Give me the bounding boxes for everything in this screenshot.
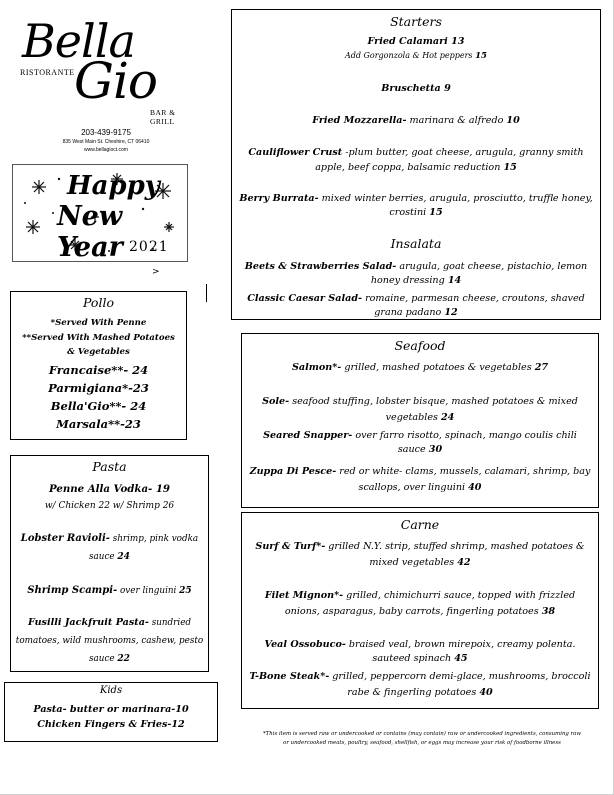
pasta-title: Pasta (92, 459, 127, 474)
carne-section (241, 512, 599, 709)
pollo-note-mashed: **Served With Mashed Potatoes & Vegetables (22, 333, 175, 357)
website: www.bellagioct.com (84, 147, 128, 153)
address: 835 West Main St. Cheshire, CT 06410 (62, 139, 150, 145)
banner-year: 2021 (129, 239, 169, 255)
phone-number: 203-439-9175 (81, 128, 131, 137)
pollo-section (10, 291, 187, 440)
seafood-item: Salmon*- grilled, mashed potatoes & vegetables 27 (291, 362, 549, 373)
starter-item: Fried Mozzarella- marinara & alfredo 10 (312, 115, 520, 126)
carne-item: Veal Ossobuco- braised veal, brown mirepoix, creamy polenta. sauteed spinach 45 (264, 639, 576, 664)
kids-title: Kids (99, 685, 123, 696)
pasta-item: Lobster Ravioli- shrimp, pink vodka sauce 24 (20, 533, 199, 562)
starter-item: Bruschetta 9 (381, 83, 451, 94)
starters-title: Starters (390, 14, 442, 29)
carne-title: Carne (400, 517, 440, 532)
seafood-item: Seared Snapper- over farro risotto, spinach, mango coulis chili sauce 30 (263, 430, 577, 455)
restaurant-logo (16, 14, 186, 132)
pollo-item: Parmigiana*-23 (48, 381, 149, 395)
logo-bar-grill: BAR & GRILL (150, 108, 176, 126)
seafood-section (241, 333, 599, 508)
kids-section (4, 682, 218, 742)
pollo-item: Bella'Gio**- 24 (50, 399, 147, 413)
banner-new-year: New Year (57, 201, 123, 263)
insalata-title: Insalata (390, 236, 442, 251)
pollo-item: Francaise**- 24 (48, 363, 149, 377)
insalata-item: Beets & Strawberries Salad- arugula, goat cheese, pistachio, lemon honey dressing 14 (244, 261, 588, 286)
pollo-note-penne: *Served With Penne (50, 318, 147, 328)
pasta-item: Fusilli Jackfruit Pasta- sundried tomatoes, wild mushrooms, cashew, pesto sauce 22 (15, 617, 204, 664)
carne-item: T-Bone Steak*- grilled, peppercorn demi-glace, mushrooms, broccoli rabe & fingerling potatoes 40 (249, 671, 591, 698)
seafood-item: Zuppa Di Pesce- red or white- clams, mussels, calamari, shrimp, bay scallops, over linguini 40 (249, 466, 591, 493)
logo-bella: Bella (22, 14, 135, 68)
starter-item: Cauliflower Crust -plum butter, goat cheese, arugula, granny smith apple, beef coppa, balsamic reduction 15 (248, 147, 584, 173)
logo-ristorante: RISTORANTE (20, 68, 75, 77)
pollo-title: Pollo (83, 295, 114, 310)
new-year-banner (12, 164, 188, 262)
starter-item: Berry Burrata- mixed winter berries, arugula, prosciutto, truffle honey, crostini 15 (239, 193, 593, 218)
stray-mark: > (152, 267, 160, 277)
pollo-item: Marsala**-23 (56, 417, 141, 431)
pasta-item: Penne Alla Vodka- 19 w/ Chicken 22 w/ Shrimp 26 (44, 483, 175, 511)
starters-insalata-section (231, 9, 601, 320)
logo-gio: Gio (74, 52, 158, 110)
carne-item: Filet Mignon*- grilled, chimichurri sauce, topped with frizzled onions, asparagus, baby carrots, fingerling potatoes 38 (264, 590, 576, 617)
carne-item: Surf & Turf*- grilled N.Y. strip, stuffed shrimp, mashed potatoes & mixed vegetables 42 (255, 541, 585, 568)
seafood-title: Seafood (394, 338, 446, 353)
kids-item: Chicken Fingers & Fries-12 (37, 719, 185, 730)
stray-rule (206, 284, 207, 302)
pasta-item: Shrimp Scampi- over linguini 25 (27, 585, 192, 596)
kids-item: Pasta- butter or marinara-10 (33, 704, 189, 715)
allergen-footnote: *This item is served raw or undercooked or contains (may contain) raw or undercooked ingredients, consuming raw or undercooked meats, poultry, seafood, shellfish, or eggs may increase your risk of foodborne illness (262, 731, 581, 746)
insalata-item: Classic Caesar Salad- romaine, parmesan cheese, croutons, shaved grana padano 12 (247, 293, 585, 318)
pasta-section (10, 455, 209, 672)
banner-happy: Happy (67, 171, 160, 201)
seafood-item: Sole- seafood stuffing, lobster bisque, mashed potatoes & mixed vegetables 24 (262, 396, 578, 423)
starter-item: Fried Calamari 13 Add Gorgonzola & Hot peppers 15 (344, 36, 488, 61)
